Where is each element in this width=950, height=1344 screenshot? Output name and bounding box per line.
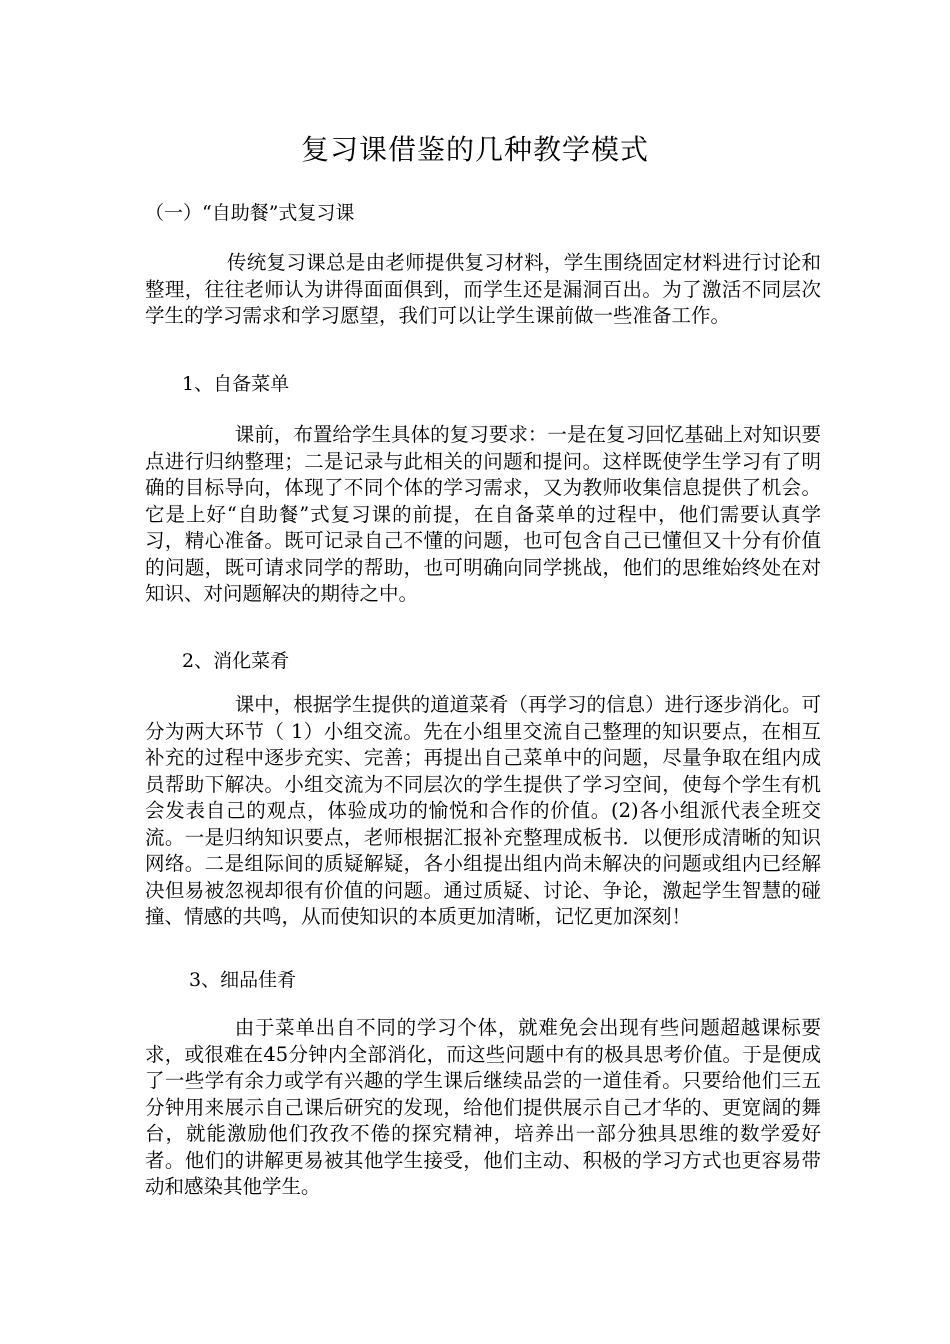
subsection-heading-3: 3、细品佳肴 xyxy=(189,969,297,991)
subsection-heading-1: 1、自备菜单 xyxy=(182,373,290,395)
subsection-body-1: 课前，布置给学生具体的复习要求：一是在复习回忆基础上对知识要点进行归纳整理；二是记录与此相关的问题和提问。这样既使学生学习有了明确的目标导向，体现了不同个体的学习需求，又为教师收集信息提供了机会。它是上好“自助餐”式复习课的前提，在自备菜单的过程中，他们需要认真学习，精心准备。既可记录自己不懂的问题，也可包含自己已懂但又十分有价值的问题，既可请求同学的帮助，也可明确向同学挑战，他们的思维始终处在对知识、对问题解决的期待之中。 xyxy=(145,423,821,605)
section-heading: （一）“自助餐”式复习课 xyxy=(145,202,355,224)
subsection-body-3: 由于菜单出自不同的学习个体，就难免会出现有些问题超越课标要求，或很难在45分钟内全部消化，而这些问题中有的极具思考价值。于是便成了一些学有余力或学有兴趣的学生课后继续品尝的一道佳肴。只要给他们三五分钟用来展示自己课后研究的发现，给他们提供展示自己才华的、更宽阔的舞台，就能激励他们孜孜不倦的探究精神，培养出一部分独具思维的数学爱好者。他们的讲解更易被其他学生接受，他们主动、积极的学习方式也更容易带动和感染其他学生。 xyxy=(145,1016,821,1198)
page-title: 复习课借鉴的几种教学模式 xyxy=(300,133,649,166)
subsection-heading-2: 2、消化菜肴 xyxy=(182,650,290,672)
subsection-body-2: 课中，根据学生提供的道道菜肴（再学习的信息）进行逐步消化。可分为两大环节（ 1）小组交流。先在小组里交流自己整理的知识要点，在相互补充的过程中逐步充实、完善；再提出自己菜单中的问题，尽量争取在组内成员帮助下解决。小组交流为不同层次的学生提供了学习空间，使每个学生有机会发表自己的观点，体验成功的愉悦和合作的价值。(2)各小组派代表全班交流。一是归纳知识要点，老师根据汇报补充整理成板书．以便形成清晰的知识网络。二是组际间的质疑解疑，各小组提出组内尚未解决的问题或组内已经解决但易被忽视却很有价值的问题。通过质疑、讨论、争论，激起学生智慧的碰撞、情感的共鸣，从而使知识的本质更加清晰，记忆更加深刻！ xyxy=(145,693,821,928)
intro-paragraph: 传统复习课总是由老师提供复习材料，学生围绕固定材料进行讨论和整理，往往老师认为讲得面面俱到，而学生还是漏洞百出。为了激活不同层次学生的学习需求和学习愿望，我们可以让学生课前做一些准备工作。 xyxy=(145,251,821,327)
